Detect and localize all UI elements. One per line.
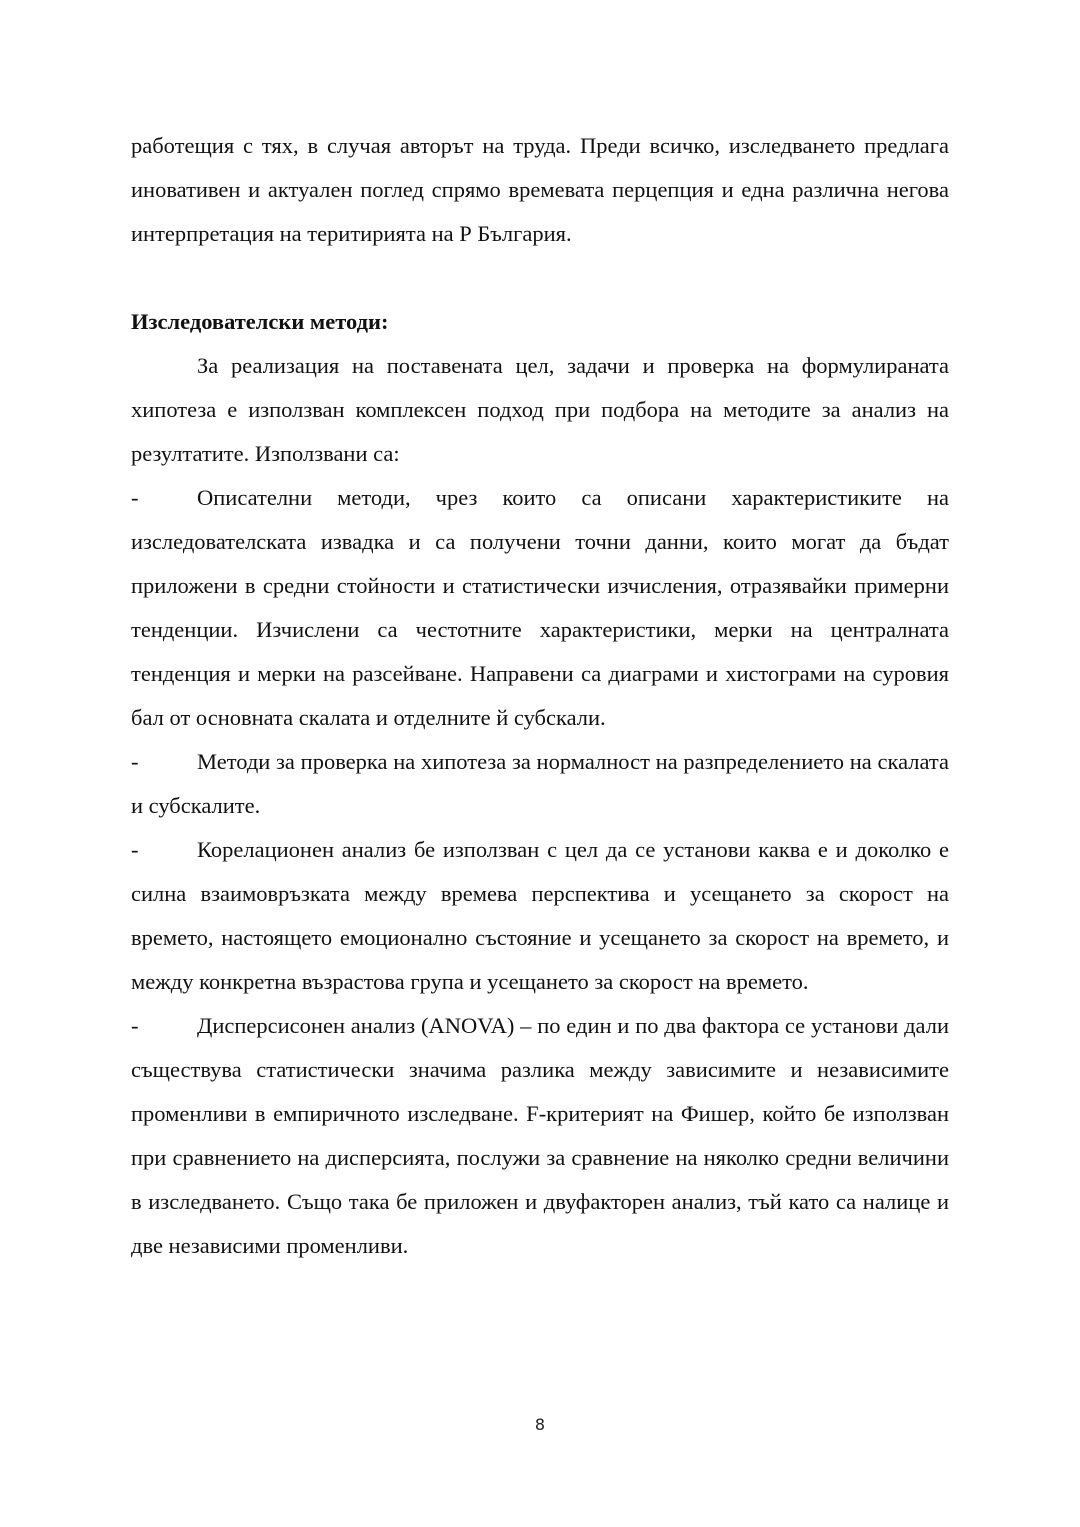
method-item-correlation bbox=[131, 828, 949, 1004]
bullet-dash: - bbox=[131, 837, 139, 862]
method-item-text: Описателни методи, чрез които са описани характеристиките на изследователската извадка и са получени точни данни, които могат да бъдат приложени в средни стойности и статистически изчисления, отразявайки примерни тенденции. Изчислени са честотните характеристики, мерки на централната тенденция и мерки на разсейване. Направени са диаграми и хистограми на суровия бал от основната скалата и отделните й субскали. bbox=[131, 485, 949, 730]
method-item-text: Дисперсисонен анализ (ANOVA) – по един и по два фактора се установи дали съществува статистически значима разлика между зависимите и независимите променливи в емпиричното изследване. F-критерият на Фишер, който бе използван при сравнението на дисперсията, послужи за сравнение на няколко средни величини в изследването. Също така бе приложен и двуфакторен анализ, тъй като са налице и две независими променливи. bbox=[131, 1013, 949, 1258]
method-item-anova bbox=[131, 1004, 949, 1268]
method-item-normality bbox=[131, 740, 949, 828]
method-item-descriptive bbox=[131, 476, 949, 740]
method-item-text: Методи за проверка на хипотеза за нормалност на разпределението на скалата и субскалите. bbox=[131, 749, 949, 818]
method-item-text: Корелационен анализ бе използван с цел да се установи каква е и доколко е силна взаимовръзката между времева перспектива и усещането за скорост на времето, настоящето емоционално състояние и усещането за скорост на времето, и между конкретна възрастова група и усещането за скорост на времето. bbox=[131, 837, 949, 994]
bullet-dash: - bbox=[131, 1013, 139, 1038]
methods-intro-paragraph: За реализация на поставената цел, задачи и проверка на формулираната хипотеза е използван комплексен подход при подбора на методите за анализ на резултатите. Използвани са: bbox=[131, 353, 949, 466]
bullet-dash: - bbox=[131, 749, 139, 774]
page-number: 8 bbox=[534, 1415, 546, 1434]
document-body bbox=[131, 124, 949, 1268]
section-heading: Изследователски методи: bbox=[131, 309, 389, 334]
bullet-dash: - bbox=[131, 485, 139, 510]
intro-paragraph: работещия с тях, в случая авторът на труда. Преди всичко, изследването предлага иновативен и актуален поглед спрямо времевата перцепция и една различна негова интерпретация на теритирията на Р България. bbox=[131, 133, 949, 246]
